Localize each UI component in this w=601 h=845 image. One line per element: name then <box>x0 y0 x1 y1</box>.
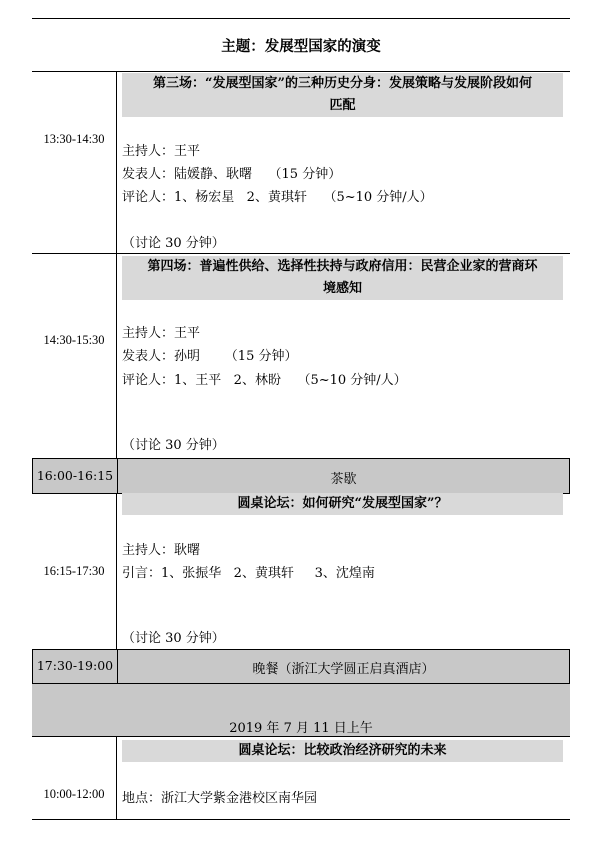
title-bottom-rule <box>32 71 570 72</box>
session-title-line: 第四场：普遍性供给、选择性扶持与政府信用：民营企业家的营商环 <box>147 259 538 274</box>
session-discussants: 评论人：1、杨宏星 2、黄琪轩 （5~10 分钟/人） <box>122 190 433 205</box>
dinner-time: 17:30-19:00 <box>36 658 114 673</box>
session-discussion: （讨论 30 分钟） <box>122 236 225 251</box>
session-title-band <box>122 256 563 300</box>
session-title-line: 匹配 <box>329 98 356 113</box>
roundtable-time: 10:00-12:00 <box>43 787 105 801</box>
roundtable-title-band <box>122 740 563 762</box>
roundtable-location: 地点：浙江大学紫金港校区南华园 <box>122 791 318 806</box>
row-rule <box>32 736 570 737</box>
session-time: 14:30-15:30 <box>43 333 105 347</box>
time-column-divider <box>116 71 117 459</box>
bottom-rule <box>32 819 570 820</box>
session-presenters: 发表人：陆媛静、耿曙 （15 分钟） <box>122 167 342 182</box>
session-host: 主持人：王平 <box>122 326 201 341</box>
session-discussion: （讨论 30 分钟） <box>122 438 225 453</box>
roundtable-host: 主持人：耿曙 <box>122 543 201 558</box>
roundtable-discussion: （讨论 30 分钟） <box>122 631 225 646</box>
day-header: 2019 年 7 月 11 日上午 <box>229 721 373 736</box>
session-title-line: 第三场：“发展型国家”的三种历史分身：发展策略与发展阶段如何 <box>153 76 532 91</box>
roundtable-title: 圆桌论坛：比较政治经济研究的未来 <box>238 743 447 758</box>
tea-break-row <box>32 458 570 494</box>
session-time: 13:30-14:30 <box>43 132 105 146</box>
session-title-line: 境感知 <box>322 281 362 296</box>
session-discussants: 评论人：1、王平 2、林盼 （5~10 分钟/人） <box>122 373 407 388</box>
session-presenters: 发表人：孙明 （15 分钟） <box>122 349 298 364</box>
dinner-row <box>32 649 570 684</box>
tea-break-time: 16:00-16:15 <box>36 468 114 483</box>
tea-break-label: 茶歇 <box>330 472 357 487</box>
session-title-band <box>122 73 563 117</box>
page-title: 主题：发展型国家的演变 <box>221 38 381 55</box>
dinner-label: 晚餐（浙江大学圆正启真酒店） <box>252 662 435 677</box>
row-rule <box>32 253 570 254</box>
time-column-divider <box>116 494 117 649</box>
roundtable-title: 圆桌论坛：如何研究“发展型国家”？ <box>237 496 448 511</box>
roundtable-time: 16:15-17:30 <box>43 564 105 578</box>
roundtable-intro: 引言：1、张振华 2、黄琪轩 3、沈煌南 <box>122 566 375 581</box>
day-header-block <box>32 684 570 736</box>
time-column-divider <box>116 737 117 819</box>
roundtable-title-band <box>122 493 563 515</box>
top-rule <box>32 18 570 19</box>
session-host: 主持人：王平 <box>122 144 201 159</box>
